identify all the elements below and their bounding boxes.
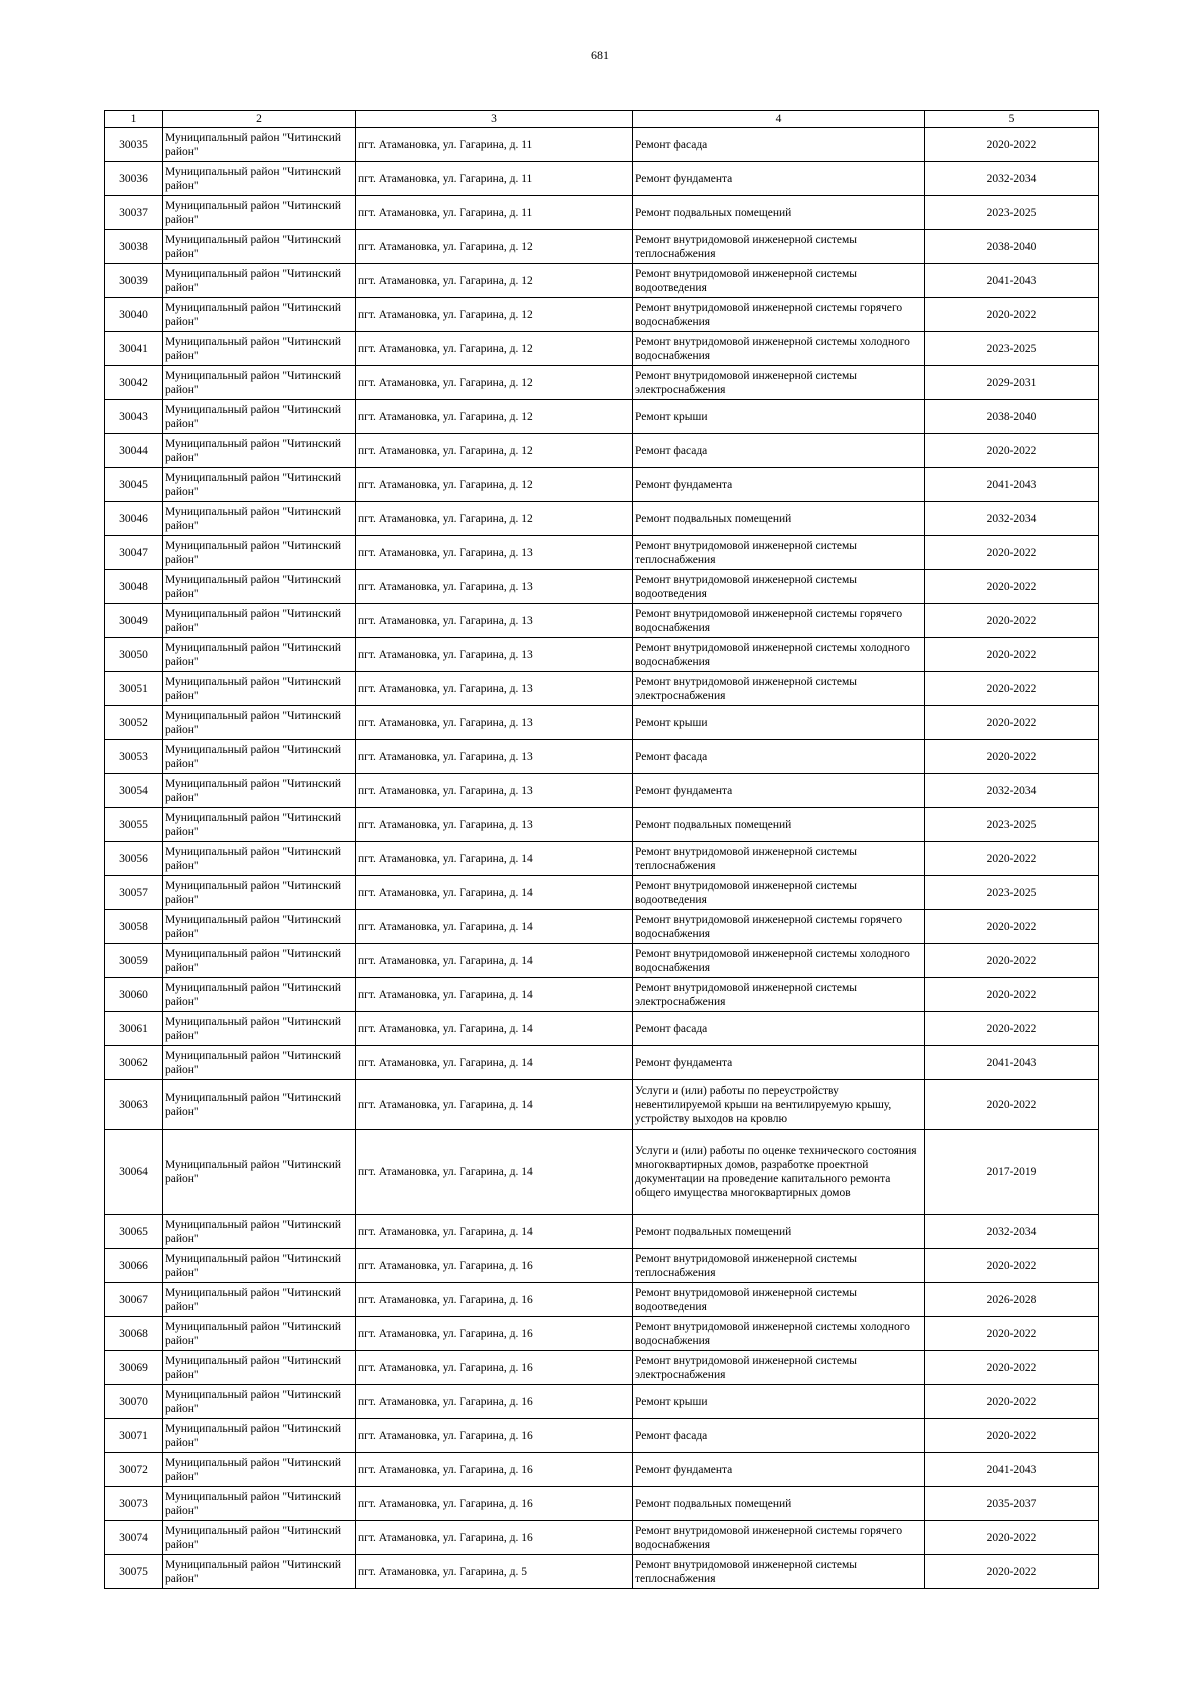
address-cell: пгт. Атамановка, ул. Гагарина, д. 16 xyxy=(356,1283,633,1317)
address-cell: пгт. Атамановка, ул. Гагарина, д. 13 xyxy=(356,808,633,842)
table-row xyxy=(105,400,1099,434)
district-cell: Муниципальный район "Читинский район" xyxy=(163,774,356,808)
work-type-cell: Ремонт фасада xyxy=(633,1012,925,1046)
period-cell: 2020-2022 xyxy=(925,1419,1099,1453)
row-number-cell: 30059 xyxy=(105,944,163,978)
district-cell: Муниципальный район "Читинский район" xyxy=(163,672,356,706)
district-cell: Муниципальный район "Читинский район" xyxy=(163,366,356,400)
period-cell: 2020-2022 xyxy=(925,1317,1099,1351)
row-number-cell: 30065 xyxy=(105,1215,163,1249)
table-row xyxy=(105,978,1099,1012)
address-cell: пгт. Атамановка, ул. Гагарина, д. 14 xyxy=(356,978,633,1012)
address-cell: пгт. Атамановка, ул. Гагарина, д. 16 xyxy=(356,1419,633,1453)
period-cell: 2020-2022 xyxy=(925,604,1099,638)
work-type-cell: Ремонт крыши xyxy=(633,1385,925,1419)
work-type-cell: Ремонт внутридомовой инженерной системы водоотведения xyxy=(633,1283,925,1317)
address-cell: пгт. Атамановка, ул. Гагарина, д. 14 xyxy=(356,842,633,876)
table-body xyxy=(105,128,1099,1589)
table-row xyxy=(105,638,1099,672)
district-cell: Муниципальный район "Читинский район" xyxy=(163,1080,356,1130)
row-number-cell: 30046 xyxy=(105,502,163,536)
address-cell: пгт. Атамановка, ул. Гагарина, д. 16 xyxy=(356,1351,633,1385)
row-number-cell: 30063 xyxy=(105,1080,163,1130)
table-row xyxy=(105,672,1099,706)
row-number-cell: 30071 xyxy=(105,1419,163,1453)
address-cell: пгт. Атамановка, ул. Гагарина, д. 14 xyxy=(356,1080,633,1130)
address-cell: пгт. Атамановка, ул. Гагарина, д. 13 xyxy=(356,672,633,706)
table-row xyxy=(105,264,1099,298)
period-cell: 2032-2034 xyxy=(925,774,1099,808)
column-header: 4 xyxy=(633,111,925,128)
address-cell: пгт. Атамановка, ул. Гагарина, д. 14 xyxy=(356,1046,633,1080)
district-cell: Муниципальный район "Читинский район" xyxy=(163,1453,356,1487)
row-number-cell: 30053 xyxy=(105,740,163,774)
work-type-cell: Ремонт внутридомовой инженерной системы электроснабжения xyxy=(633,366,925,400)
table-row xyxy=(105,366,1099,400)
district-cell: Муниципальный район "Читинский район" xyxy=(163,1130,356,1215)
work-type-cell: Ремонт крыши xyxy=(633,706,925,740)
district-cell: Муниципальный район "Читинский район" xyxy=(163,1046,356,1080)
work-type-cell: Ремонт внутридомовой инженерной системы холодного водоснабжения xyxy=(633,1317,925,1351)
work-type-cell: Ремонт крыши xyxy=(633,400,925,434)
district-cell: Муниципальный район "Читинский район" xyxy=(163,910,356,944)
table-row xyxy=(105,230,1099,264)
period-cell: 2020-2022 xyxy=(925,298,1099,332)
address-cell: пгт. Атамановка, ул. Гагарина, д. 12 xyxy=(356,468,633,502)
period-cell: 2020-2022 xyxy=(925,638,1099,672)
period-cell: 2020-2022 xyxy=(925,740,1099,774)
capital-repair-table xyxy=(104,110,1099,1589)
work-type-cell: Ремонт фундамента xyxy=(633,162,925,196)
table-row xyxy=(105,1453,1099,1487)
district-cell: Муниципальный район "Читинский район" xyxy=(163,808,356,842)
work-type-cell: Ремонт фундамента xyxy=(633,468,925,502)
address-cell: пгт. Атамановка, ул. Гагарина, д. 12 xyxy=(356,298,633,332)
table-row xyxy=(105,1215,1099,1249)
row-number-cell: 30057 xyxy=(105,876,163,910)
work-type-cell: Ремонт фундамента xyxy=(633,1453,925,1487)
table-row xyxy=(105,536,1099,570)
address-cell: пгт. Атамановка, ул. Гагарина, д. 14 xyxy=(356,1012,633,1046)
address-cell: пгт. Атамановка, ул. Гагарина, д. 13 xyxy=(356,604,633,638)
address-cell: пгт. Атамановка, ул. Гагарина, д. 12 xyxy=(356,366,633,400)
row-number-cell: 30060 xyxy=(105,978,163,1012)
work-type-cell: Ремонт подвальных помещений xyxy=(633,1487,925,1521)
table-row xyxy=(105,706,1099,740)
work-type-cell: Ремонт фасада xyxy=(633,434,925,468)
row-number-cell: 30049 xyxy=(105,604,163,638)
table-row xyxy=(105,1487,1099,1521)
period-cell: 2020-2022 xyxy=(925,1351,1099,1385)
district-cell: Муниципальный район "Читинский район" xyxy=(163,332,356,366)
work-type-cell: Ремонт внутридомовой инженерной системы водоотведения xyxy=(633,264,925,298)
column-header: 2 xyxy=(163,111,356,128)
table-row xyxy=(105,468,1099,502)
table-row xyxy=(105,1317,1099,1351)
address-cell: пгт. Атамановка, ул. Гагарина, д. 13 xyxy=(356,706,633,740)
work-type-cell: Ремонт подвальных помещений xyxy=(633,808,925,842)
table-row xyxy=(105,502,1099,536)
district-cell: Муниципальный район "Читинский район" xyxy=(163,196,356,230)
period-cell: 2041-2043 xyxy=(925,1046,1099,1080)
table-row xyxy=(105,434,1099,468)
period-cell: 2020-2022 xyxy=(925,570,1099,604)
period-cell: 2020-2022 xyxy=(925,1521,1099,1555)
address-cell: пгт. Атамановка, ул. Гагарина, д. 11 xyxy=(356,196,633,230)
period-cell: 2020-2022 xyxy=(925,1249,1099,1283)
district-cell: Муниципальный район "Читинский район" xyxy=(163,978,356,1012)
district-cell: Муниципальный район "Читинский район" xyxy=(163,468,356,502)
table-row xyxy=(105,1419,1099,1453)
row-number-cell: 30044 xyxy=(105,434,163,468)
period-cell: 2032-2034 xyxy=(925,1215,1099,1249)
row-number-cell: 30058 xyxy=(105,910,163,944)
work-type-cell: Ремонт внутридомовой инженерной системы холодного водоснабжения xyxy=(633,638,925,672)
address-cell: пгт. Атамановка, ул. Гагарина, д. 13 xyxy=(356,536,633,570)
period-cell: 2023-2025 xyxy=(925,808,1099,842)
row-number-cell: 30073 xyxy=(105,1487,163,1521)
page-number: 681 xyxy=(591,48,609,62)
column-header: 5 xyxy=(925,111,1099,128)
work-type-cell: Ремонт внутридомовой инженерной системы теплоснабжения xyxy=(633,230,925,264)
work-type-cell: Ремонт внутридомовой инженерной системы горячего водоснабжения xyxy=(633,604,925,638)
address-cell: пгт. Атамановка, ул. Гагарина, д. 14 xyxy=(356,1215,633,1249)
address-cell: пгт. Атамановка, ул. Гагарина, д. 5 xyxy=(356,1555,633,1589)
period-cell: 2020-2022 xyxy=(925,910,1099,944)
table-row xyxy=(105,1012,1099,1046)
address-cell: пгт. Атамановка, ул. Гагарина, д. 14 xyxy=(356,944,633,978)
work-type-cell: Ремонт фасада xyxy=(633,1419,925,1453)
work-type-cell: Ремонт подвальных помещений xyxy=(633,502,925,536)
row-number-cell: 30067 xyxy=(105,1283,163,1317)
district-cell: Муниципальный район "Читинский район" xyxy=(163,1487,356,1521)
row-number-cell: 30070 xyxy=(105,1385,163,1419)
district-cell: Муниципальный район "Читинский район" xyxy=(163,570,356,604)
row-number-cell: 30037 xyxy=(105,196,163,230)
district-cell: Муниципальный район "Читинский район" xyxy=(163,842,356,876)
address-cell: пгт. Атамановка, ул. Гагарина, д. 16 xyxy=(356,1521,633,1555)
address-cell: пгт. Атамановка, ул. Гагарина, д. 16 xyxy=(356,1317,633,1351)
address-cell: пгт. Атамановка, ул. Гагарина, д. 12 xyxy=(356,230,633,264)
period-cell: 2041-2043 xyxy=(925,1453,1099,1487)
period-cell: 2020-2022 xyxy=(925,1385,1099,1419)
district-cell: Муниципальный район "Читинский район" xyxy=(163,1283,356,1317)
period-cell: 2038-2040 xyxy=(925,400,1099,434)
row-number-cell: 30072 xyxy=(105,1453,163,1487)
period-cell: 2038-2040 xyxy=(925,230,1099,264)
table-row xyxy=(105,1130,1099,1215)
row-number-cell: 30062 xyxy=(105,1046,163,1080)
address-cell: пгт. Атамановка, ул. Гагарина, д. 16 xyxy=(356,1487,633,1521)
table-row xyxy=(105,842,1099,876)
column-header: 1 xyxy=(105,111,163,128)
work-type-cell: Ремонт внутридомовой инженерной системы горячего водоснабжения xyxy=(633,910,925,944)
district-cell: Муниципальный район "Читинский район" xyxy=(163,434,356,468)
district-cell: Муниципальный район "Читинский район" xyxy=(163,1249,356,1283)
district-cell: Муниципальный район "Читинский район" xyxy=(163,876,356,910)
table-row xyxy=(105,332,1099,366)
address-cell: пгт. Атамановка, ул. Гагарина, д. 12 xyxy=(356,332,633,366)
district-cell: Муниципальный район "Читинский район" xyxy=(163,502,356,536)
district-cell: Муниципальный район "Читинский район" xyxy=(163,740,356,774)
period-cell: 2020-2022 xyxy=(925,1012,1099,1046)
period-cell: 2035-2037 xyxy=(925,1487,1099,1521)
period-cell: 2020-2022 xyxy=(925,1080,1099,1130)
work-type-cell: Ремонт внутридомовой инженерной системы электроснабжения xyxy=(633,1351,925,1385)
address-cell: пгт. Атамановка, ул. Гагарина, д. 11 xyxy=(356,162,633,196)
work-type-cell: Ремонт внутридомовой инженерной системы горячего водоснабжения xyxy=(633,1521,925,1555)
table-row xyxy=(105,162,1099,196)
period-cell: 2032-2034 xyxy=(925,502,1099,536)
work-type-cell: Услуги и (или) работы по переустройству невентилируемой крыши на вентилируемую крышу, устройству выходов на кровлю xyxy=(633,1080,925,1130)
period-cell: 2020-2022 xyxy=(925,128,1099,162)
row-number-cell: 30074 xyxy=(105,1521,163,1555)
work-type-cell: Ремонт внутридомовой инженерной системы водоотведения xyxy=(633,876,925,910)
period-cell: 2020-2022 xyxy=(925,944,1099,978)
address-cell: пгт. Атамановка, ул. Гагарина, д. 13 xyxy=(356,774,633,808)
address-cell: пгт. Атамановка, ул. Гагарина, д. 16 xyxy=(356,1453,633,1487)
district-cell: Муниципальный район "Читинский район" xyxy=(163,1555,356,1589)
work-type-cell: Ремонт фундамента xyxy=(633,1046,925,1080)
address-cell: пгт. Атамановка, ул. Гагарина, д. 14 xyxy=(356,1130,633,1215)
period-cell: 2041-2043 xyxy=(925,468,1099,502)
district-cell: Муниципальный район "Читинский район" xyxy=(163,1317,356,1351)
period-cell: 2023-2025 xyxy=(925,332,1099,366)
period-cell: 2023-2025 xyxy=(925,196,1099,230)
table-row xyxy=(105,876,1099,910)
period-cell: 2020-2022 xyxy=(925,672,1099,706)
address-cell: пгт. Атамановка, ул. Гагарина, д. 16 xyxy=(356,1249,633,1283)
row-number-cell: 30069 xyxy=(105,1351,163,1385)
period-cell: 2032-2034 xyxy=(925,162,1099,196)
row-number-cell: 30052 xyxy=(105,706,163,740)
row-number-cell: 30040 xyxy=(105,298,163,332)
table-header-row xyxy=(105,111,1099,128)
table-row xyxy=(105,1385,1099,1419)
row-number-cell: 30042 xyxy=(105,366,163,400)
period-cell: 2017-2019 xyxy=(925,1130,1099,1215)
address-cell: пгт. Атамановка, ул. Гагарина, д. 12 xyxy=(356,400,633,434)
district-cell: Муниципальный район "Читинский район" xyxy=(163,1385,356,1419)
address-cell: пгт. Атамановка, ул. Гагарина, д. 12 xyxy=(356,502,633,536)
row-number-cell: 30056 xyxy=(105,842,163,876)
district-cell: Муниципальный район "Читинский район" xyxy=(163,400,356,434)
work-type-cell: Ремонт подвальных помещений xyxy=(633,1215,925,1249)
row-number-cell: 30066 xyxy=(105,1249,163,1283)
work-type-cell: Ремонт фасада xyxy=(633,740,925,774)
period-cell: 2020-2022 xyxy=(925,434,1099,468)
table-row xyxy=(105,604,1099,638)
address-cell: пгт. Атамановка, ул. Гагарина, д. 16 xyxy=(356,1385,633,1419)
table-row xyxy=(105,1283,1099,1317)
district-cell: Муниципальный район "Читинский район" xyxy=(163,298,356,332)
table-row xyxy=(105,1351,1099,1385)
table-row xyxy=(105,128,1099,162)
row-number-cell: 30039 xyxy=(105,264,163,298)
address-cell: пгт. Атамановка, ул. Гагарина, д. 13 xyxy=(356,638,633,672)
district-cell: Муниципальный район "Читинский район" xyxy=(163,536,356,570)
row-number-cell: 30054 xyxy=(105,774,163,808)
district-cell: Муниципальный район "Читинский район" xyxy=(163,1012,356,1046)
period-cell: 2026-2028 xyxy=(925,1283,1099,1317)
address-cell: пгт. Атамановка, ул. Гагарина, д. 13 xyxy=(356,570,633,604)
work-type-cell: Ремонт фундамента xyxy=(633,774,925,808)
work-type-cell: Ремонт внутридомовой инженерной системы горячего водоснабжения xyxy=(633,298,925,332)
district-cell: Муниципальный район "Читинский район" xyxy=(163,264,356,298)
period-cell: 2020-2022 xyxy=(925,706,1099,740)
work-type-cell: Ремонт внутридомовой инженерной системы холодного водоснабжения xyxy=(633,332,925,366)
table-row xyxy=(105,808,1099,842)
work-type-cell: Ремонт фасада xyxy=(633,128,925,162)
row-number-cell: 30038 xyxy=(105,230,163,264)
district-cell: Муниципальный район "Читинский район" xyxy=(163,638,356,672)
table-row xyxy=(105,1080,1099,1130)
district-cell: Муниципальный район "Читинский район" xyxy=(163,1521,356,1555)
row-number-cell: 30050 xyxy=(105,638,163,672)
table-row xyxy=(105,1555,1099,1589)
period-cell: 2041-2043 xyxy=(925,264,1099,298)
table-row xyxy=(105,1249,1099,1283)
address-cell: пгт. Атамановка, ул. Гагарина, д. 14 xyxy=(356,910,633,944)
table-row xyxy=(105,1521,1099,1555)
work-type-cell: Ремонт подвальных помещений xyxy=(633,196,925,230)
row-number-cell: 30075 xyxy=(105,1555,163,1589)
district-cell: Муниципальный район "Читинский район" xyxy=(163,1419,356,1453)
row-number-cell: 30051 xyxy=(105,672,163,706)
address-cell: пгт. Атамановка, ул. Гагарина, д. 12 xyxy=(356,264,633,298)
work-type-cell: Ремонт внутридомовой инженерной системы холодного водоснабжения xyxy=(633,944,925,978)
period-cell: 2020-2022 xyxy=(925,536,1099,570)
address-cell: пгт. Атамановка, ул. Гагарина, д. 14 xyxy=(356,876,633,910)
period-cell: 2020-2022 xyxy=(925,978,1099,1012)
row-number-cell: 30048 xyxy=(105,570,163,604)
work-type-cell: Ремонт внутридомовой инженерной системы электроснабжения xyxy=(633,672,925,706)
row-number-cell: 30047 xyxy=(105,536,163,570)
work-type-cell: Ремонт внутридомовой инженерной системы теплоснабжения xyxy=(633,1555,925,1589)
work-type-cell: Ремонт внутридомовой инженерной системы теплоснабжения xyxy=(633,1249,925,1283)
table-row xyxy=(105,740,1099,774)
address-cell: пгт. Атамановка, ул. Гагарина, д. 11 xyxy=(356,128,633,162)
district-cell: Муниципальный район "Читинский район" xyxy=(163,1351,356,1385)
district-cell: Муниципальный район "Читинский район" xyxy=(163,944,356,978)
row-number-cell: 30055 xyxy=(105,808,163,842)
work-type-cell: Ремонт внутридомовой инженерной системы водоотведения xyxy=(633,570,925,604)
period-cell: 2029-2031 xyxy=(925,366,1099,400)
row-number-cell: 30064 xyxy=(105,1130,163,1215)
row-number-cell: 30045 xyxy=(105,468,163,502)
work-type-cell: Ремонт внутридомовой инженерной системы электроснабжения xyxy=(633,978,925,1012)
district-cell: Муниципальный район "Читинский район" xyxy=(163,230,356,264)
district-cell: Муниципальный район "Читинский район" xyxy=(163,128,356,162)
address-cell: пгт. Атамановка, ул. Гагарина, д. 12 xyxy=(356,434,633,468)
period-cell: 2020-2022 xyxy=(925,842,1099,876)
table-row xyxy=(105,774,1099,808)
table-row xyxy=(105,298,1099,332)
table-row xyxy=(105,1046,1099,1080)
period-cell: 2023-2025 xyxy=(925,876,1099,910)
district-cell: Муниципальный район "Читинский район" xyxy=(163,706,356,740)
row-number-cell: 30061 xyxy=(105,1012,163,1046)
work-type-cell: Ремонт внутридомовой инженерной системы теплоснабжения xyxy=(633,536,925,570)
table-row xyxy=(105,944,1099,978)
column-header: 3 xyxy=(356,111,633,128)
row-number-cell: 30043 xyxy=(105,400,163,434)
work-type-cell: Услуги и (или) работы по оценке технического состояния многоквартирных домов, разработке проектной документации на проведение капитального ремонта общего имущества многоквартирных домов xyxy=(633,1130,925,1215)
table-row xyxy=(105,570,1099,604)
work-type-cell: Ремонт внутридомовой инженерной системы теплоснабжения xyxy=(633,842,925,876)
district-cell: Муниципальный район "Читинский район" xyxy=(163,1215,356,1249)
district-cell: Муниципальный район "Читинский район" xyxy=(163,162,356,196)
period-cell: 2020-2022 xyxy=(925,1555,1099,1589)
row-number-cell: 30036 xyxy=(105,162,163,196)
table-row xyxy=(105,196,1099,230)
table-row xyxy=(105,910,1099,944)
row-number-cell: 30068 xyxy=(105,1317,163,1351)
row-number-cell: 30035 xyxy=(105,128,163,162)
row-number-cell: 30041 xyxy=(105,332,163,366)
district-cell: Муниципальный район "Читинский район" xyxy=(163,604,356,638)
address-cell: пгт. Атамановка, ул. Гагарина, д. 13 xyxy=(356,740,633,774)
